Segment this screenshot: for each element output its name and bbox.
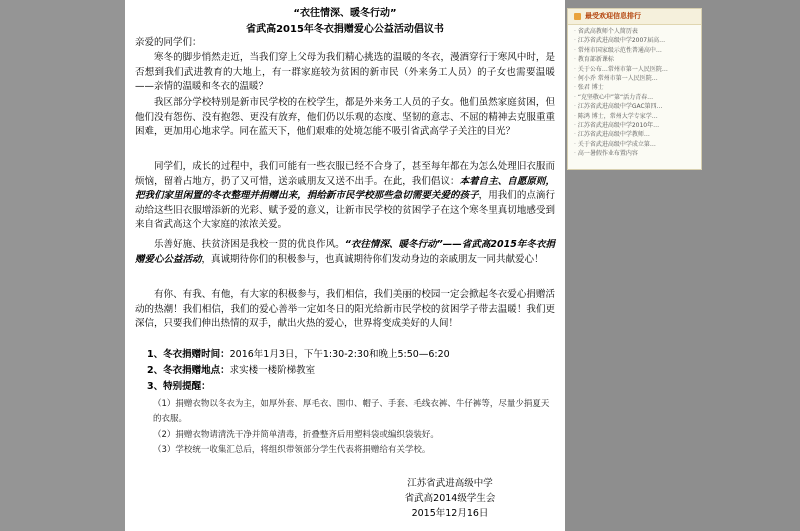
popular-link[interactable]: · 江苏省武进高级中学GAC第四… [574,102,701,111]
sidebar [567,0,800,531]
greeting: 亲爱的同学们： [135,37,202,48]
detail-time-label: 1、冬衣捐赠时间： [147,349,230,360]
detail-notes-heading: 3、特别提醒： [147,381,211,392]
popular-link[interactable]: · 陈鸿 博士，常州大学专家学… [574,112,701,121]
paragraph-4-start: 乐善好施、扶贫济困是我校一贯的优良作风。 [154,239,345,250]
popular-info-list [568,27,701,159]
page-title: “衣往情深、暖冬行动” [293,8,397,19]
detail-place-value: 求实楼一楼阶梯教室 [229,365,316,376]
detail-place-label: 2、冬衣捐赠地点： [147,365,230,376]
left-margin [0,0,125,531]
popular-link[interactable]: · 江苏省武进高级中学2007届高… [574,36,701,45]
signature-date: 2015年12月16日 [411,508,489,519]
paragraph-3-start: 同学们，成长的过程中，我们可能有一些衣服已经不合身了，甚至每年都在为怎么处理旧衣服而烦恼，留着占地方，扔了又可惜，送亲戚朋友又送不出手。在此，我们倡议： [135,161,555,187]
popular-link[interactable]: · 江苏省武进高级中学教师… [574,130,701,139]
popular-link[interactable]: · 高一暑假作业布置内容 [574,149,701,158]
popular-link[interactable]: · 省武高教师个人简历表 [574,27,701,36]
paragraph-3-emphasis: 本着自主、自愿原则，把我们家里闲置的冬衣整理并捐赠出来，捐给新市民学校那些急切需要关爱的孩子 [135,175,555,202]
paragraph-1: 寒冬的脚步悄然走近，当我们穿上父母为我们精心挑选的温暖的冬衣，漫酒穿行于寒风中时，是否想到我们武进教育的大地上，有一群家庭较为贫困的新市民（外来务工人员）的子女也需要温暖——亲情的温暖和冬衣的温暖？ [135,52,555,93]
paragraph-3-end: ，用我们的点滴行动给这些旧衣服增添新的光彩、赋予爱的意义，让新市民学校的贫困学子在这个寒冬里真切地感受到来自省武高这个大家庭的浓浓关爱。 [135,190,555,231]
paragraph-4-emphasis: “衣往情深、暖冬行动”——省武高2015年冬衣捐赠爱心公益活动 [135,239,555,265]
popular-link[interactable]: · 常州市国家级示范性普通高中… [574,46,701,55]
popular-link[interactable]: · 关于省武进高级中学成立第… [574,140,701,149]
paragraph-3 [135,160,555,233]
paragraph-5: 有你、有我、有他，有大家的积极参与，我们相信，我们美丽的校园一定会掀起冬衣爱心捐赠活动的热潮！我们相信，我们的爱心善举一定如冬日的阳光给新市民学校的贫困学子带去温暖！我们更深信，只要我们伸出热情的双手，献出火热的爱心，世界将变成美好的人间！ [135,289,555,330]
popular-link[interactable]: · 关于公布…常州市第一人民医院… [574,65,701,74]
detail-place [147,364,547,379]
popular-link[interactable]: · 江苏省武进高级中学2010年… [574,121,701,130]
signature-union: 省武高2014级学生会 [404,493,496,504]
note-1: （1）捐赠衣物以冬衣为主，如厚外套、厚毛衣、围巾、帽子、手套、毛线衣裤、牛仔裤等，尽量少捐夏天的衣服。 [153,399,550,424]
paragraph-4 [135,238,555,267]
note-3: （3）学校统一收集汇总后，将组织带领部分学生代表将捐赠给有关学校。 [153,445,431,455]
popular-link[interactable]: · “克坚敬心中”第“活力青春… [574,93,701,102]
popular-link[interactable]: · 教育部新课标 [574,55,701,64]
page-subtitle: 省武高2015年冬衣捐赠爱心公益活动倡议书 [246,24,444,35]
popular-info-heading: 最受欢迎信息排行 [568,9,701,25]
star-icon [574,13,581,20]
signature-school: 江苏省武进高级中学 [407,478,493,489]
document-panel [125,0,565,531]
detail-time [147,348,547,363]
paragraph-2: 我区部分学校特别是新市民学校的在校学生，都是外来务工人员的子女。他们虽然家庭贫困，但他们没有怨伤、没有抱怨、更没有放弃，他们仍以乐观的态度、坚韧的意志、不屈的精神去克服重重困难，更加用心地求学。同在蓝天下，他们艰难的处境怎能不吸引省武高学子关注的目光？ [135,97,555,138]
note-2: （2）捐赠衣物请清洗干净并简单清毒，折叠整齐后用塑料袋或编织袋装好。 [153,430,439,440]
popular-info-box [567,8,702,170]
popular-link[interactable]: · 何小乔 常州市第一人民医院… [574,74,701,83]
detail-time-value: 2016年1月3日，下午1:30-2:30和晚上5:50—6:20 [229,349,450,360]
popular-link[interactable]: · 张君 博士 [574,83,701,92]
paragraph-4-end: ，真诚期待你们的积极参与，也真诚期待你们发动身边的亲戚朋友一同共献爱心！ [201,253,544,265]
